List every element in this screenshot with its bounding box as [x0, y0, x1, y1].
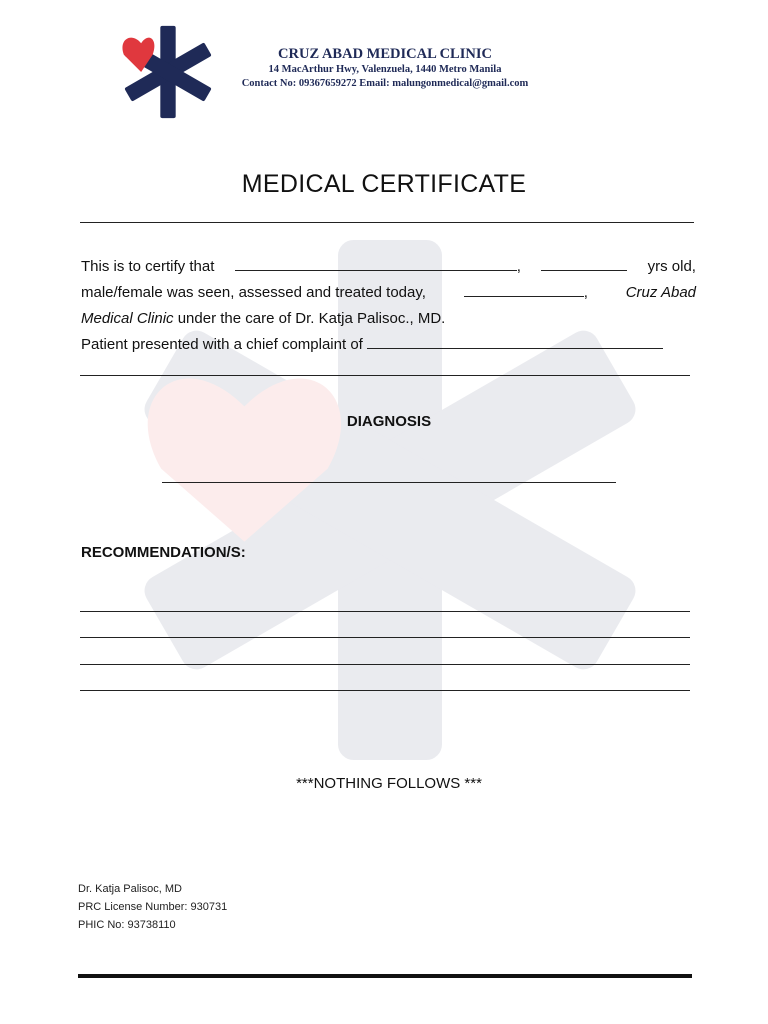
recommendation-field-2[interactable] [80, 637, 690, 638]
complaint-field-continued[interactable] [80, 375, 690, 376]
recommendation-heading: RECOMMENDATION/S: [81, 544, 246, 561]
age-field[interactable] [541, 254, 627, 271]
complaint-label: Patient presented with a chief complaint of [81, 336, 363, 353]
clinic-ref-2: Medical Clinic [81, 310, 174, 327]
seen-label: male/female was seen, assessed and treated today, [81, 284, 426, 301]
certify-line-1: This is to certify that , yrs old, [81, 254, 696, 280]
certify-line-2: male/female was seen, assessed and treated today, , Cruz Abad [81, 280, 696, 306]
diagnosis-field[interactable] [162, 482, 616, 483]
recommendation-field-3[interactable] [80, 664, 690, 665]
certify-line-3 [81, 306, 696, 332]
doctor-name: Dr. Katja Palisoc, MD [78, 883, 182, 895]
page-title: MEDICAL CERTIFICATE [241, 170, 527, 198]
certify-label: This is to certify that [81, 258, 215, 275]
recommendation-field-1[interactable] [80, 611, 690, 612]
clinic-contact: Contact No: 09367659272 Email: malungonmedical@gmail.com [241, 78, 529, 89]
patient-name-field[interactable] [235, 254, 517, 271]
doctor-care-text: under the care of Dr. Katja Palisoc., MD. [173, 310, 446, 327]
complaint-field[interactable] [367, 332, 663, 349]
recommendation-field-4[interactable] [80, 690, 690, 691]
title-divider [80, 222, 694, 223]
date-field[interactable] [464, 280, 584, 297]
clinic-name: CRUZ ABAD MEDICAL CLINIC [278, 46, 492, 62]
star-of-life-heart-icon [120, 24, 216, 120]
diagnosis-heading: DIAGNOSIS [346, 413, 432, 430]
certification-text [81, 254, 696, 358]
nothing-follows-note: ***NOTHING FOLLOWS *** [296, 775, 482, 792]
phic-number: PHIC No: 93738110 [78, 919, 176, 931]
footer-divider [78, 974, 692, 978]
certify-line-4 [81, 332, 696, 358]
clinic-address: 14 MacArthur Hwy, Valenzuela, 1440 Metro Manila [268, 64, 502, 75]
age-label: yrs old, [647, 258, 696, 275]
clinic-ref: Cruz Abad [625, 284, 696, 301]
prc-license: PRC License Number: 930731 [78, 901, 228, 913]
